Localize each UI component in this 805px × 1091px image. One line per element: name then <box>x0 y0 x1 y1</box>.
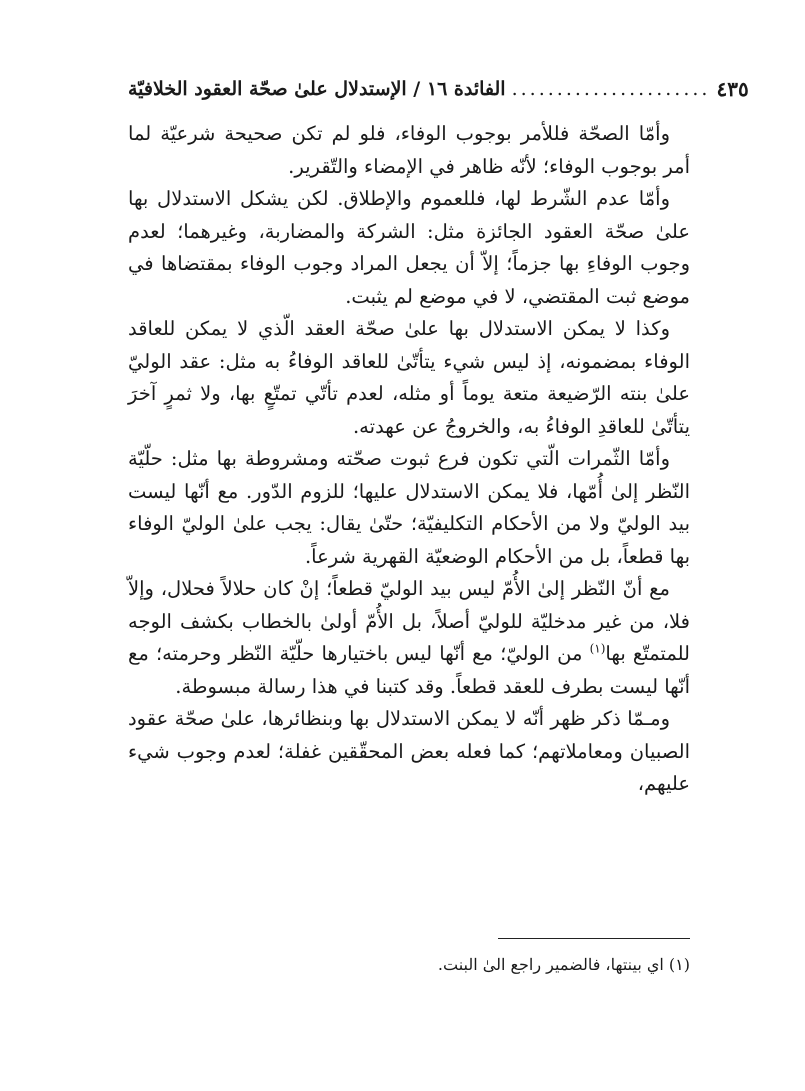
paragraph-with-footnote <box>128 573 690 703</box>
paragraph: ومـمّا ذكر ظهر أنّه لا يمكن الاستدلال بها وبنظائرها، علىٰ صحّة عقود الصبيان ومعاملاتهم؛ كما فعله بعض المحقّقين غفلة؛ لعدم وجوب شيء عليهم، <box>128 707 690 795</box>
running-header <box>128 72 749 106</box>
footnote: (١) اي بينتها، فالضمير راجع الىٰ البنت. <box>437 955 690 974</box>
header-leader-dots: ...................... <box>511 78 711 100</box>
footnote-divider <box>498 938 690 939</box>
footnote-reference[interactable]: (١) <box>589 641 606 656</box>
header-title: الفائدة ١٦ / الإستدلال علىٰ صحّة العقود الخلافيّة <box>128 78 506 100</box>
main-text <box>128 118 690 801</box>
paragraph: وأمّا الثّمرات الّتي تكون فرع ثبوت صحّته ومشروطة بها مثل: حلّيّة النّظر إلىٰ أُمّها، فلا يمكن الاستدلال عليها؛ للزوم الدّور. مع أنّها ليست بيد الوليّ ولا من الأحكام التكليفيّة؛ حتّىٰ يقال: يجب علىٰ الوليّ الوفاء بها قطعاً، بل من الأحكام الوضعيّة القهرية شرعاً. <box>128 447 690 568</box>
paragraph: وكذا لا يمكن الاستدلال بها علىٰ صحّة العقد الّذي لا يمكن للعاقد الوفاء بمضمونه، إذ ليس شيء يتأتّىٰ للعاقد الوفاءُ به مثل: عقد الوليّ علىٰ بنته الرّضيعة متعة يوماً أو مثله، لعدم تأتّي تمتّعٍ بها، ولا ثمرٍ آخرَ يتأتّىٰ للعاقدِ الوفاءُ به، والخروجُ عن عهدته. <box>128 317 690 438</box>
paragraph-text: مع أنّ النّظر إلىٰ الأُمّ ليس بيد الوليّ قطعاً؛ إنْ كان حلالاً فحلال، وإلاّ فلا، من غير مدخليّة للوليّ أصلاً، بل الأُمّ أولىٰ بالخطاب بكشف الوجه للمتمتّع بها <box>128 577 690 665</box>
paragraph: وأمّا عدم الشّرط لها، فللعموم والإطلاق. لكن يشكل الاستدلال بها علىٰ صحّة العقود الجائزة مثل: الشركة والمضاربة، وغيرهما؛ لعدم وجوب الوفاءِ بها جزماً؛ إلاّ أن يجعل المراد وجوب الوفاء بمقتضاها في موضع ثبت المقتضي، لا في موضع لم يثبت. <box>128 187 690 308</box>
paragraph: وأمّا الصحّة فللأمر بوجوب الوفاء، فلو لم تكن صحيحة شرعيّة لما أمر بوجوب الوفاء؛ لأنّه ظاهر في الإمضاء والتّقرير. <box>128 122 690 178</box>
page-number: ٤٣٥ <box>716 77 749 101</box>
paragraph-text-continued: من الوليّ؛ مع أنّها ليس باختيارها حلّيّة النّظر وحرمته؛ مع أنّها ليست بطرف للعقد قطعاً. وقد كتبنا في هذا رسالة مبسوطة. <box>128 642 690 698</box>
